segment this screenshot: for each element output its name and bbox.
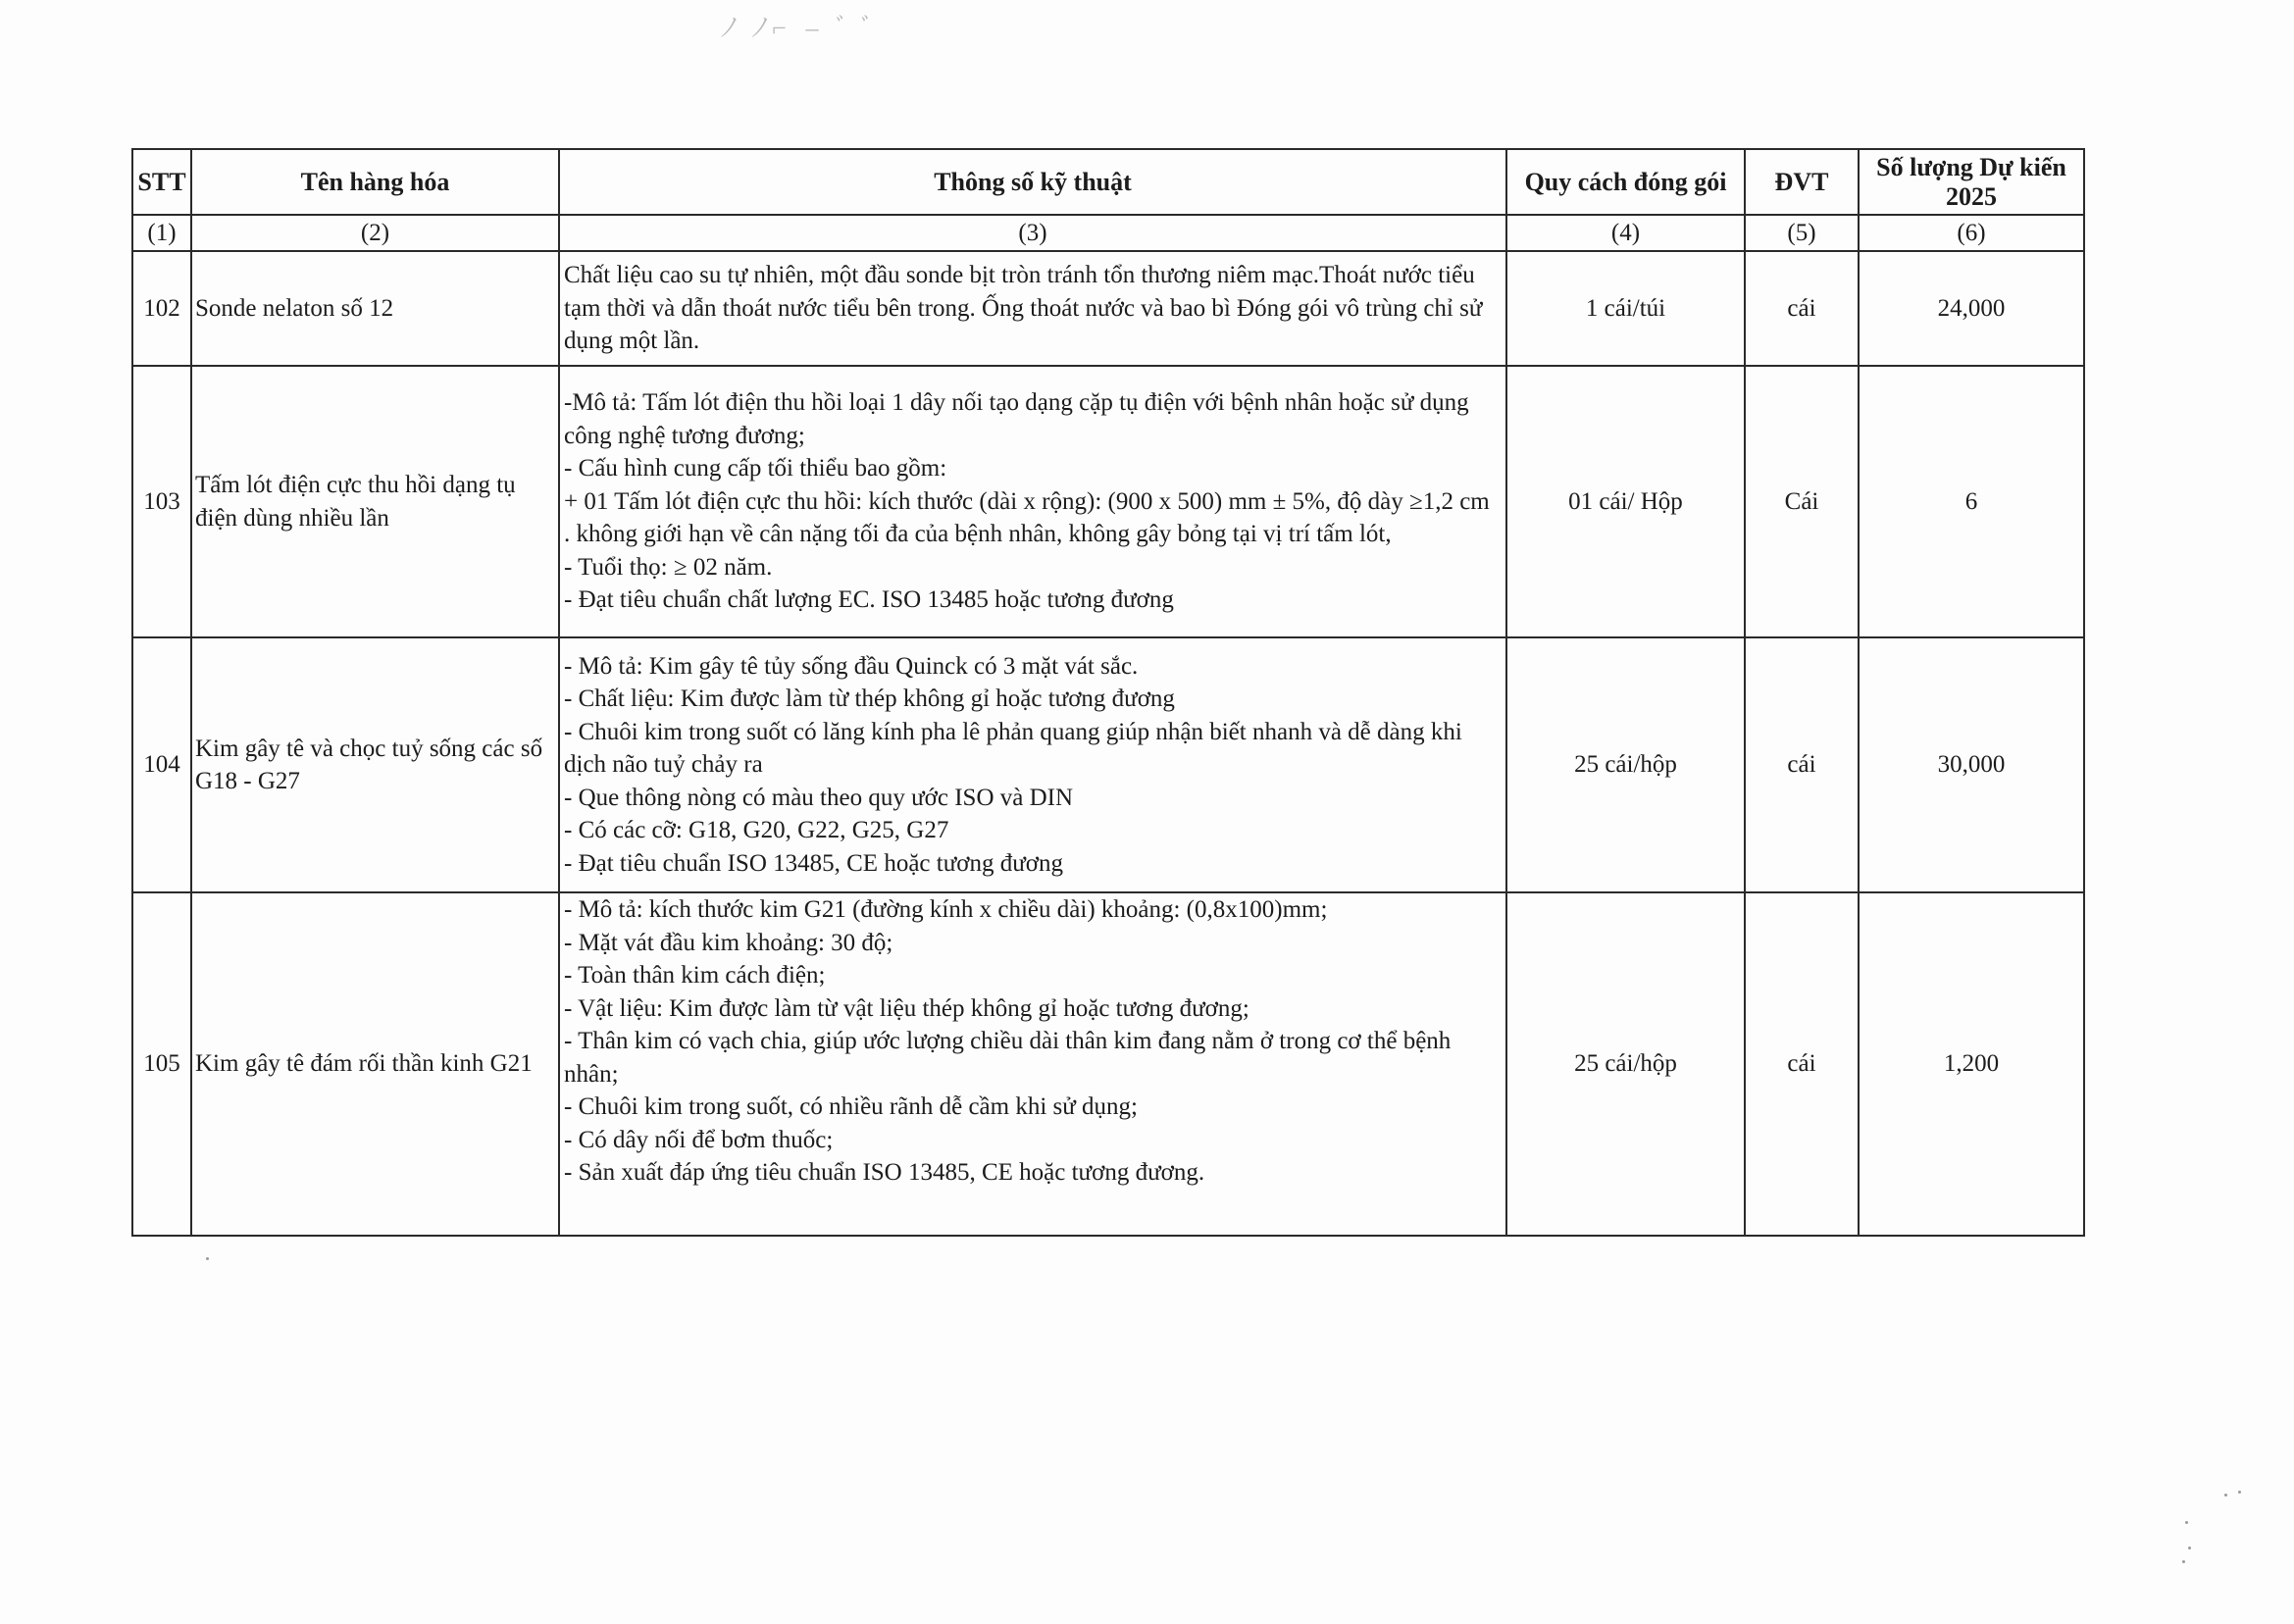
spec-line: - Mô tả: Kim gây tê tủy sống đầu Quinck có 3 mặt vát sắc. [564,652,1139,680]
row-quantity: 6 [1859,366,2084,637]
row-unit: cái [1745,892,1859,1236]
row-stt: 103 [132,366,191,637]
spec-line: - Đạt tiêu chuẩn chất lượng EC. ISO 13485 hoặc tương đương [564,586,1174,614]
row-stt: 104 [132,637,191,892]
column-index: (2) [191,215,559,251]
spec-line: - Vật liệu: Kim được làm từ vật liệu thép không gỉ hoặc tương đương; [564,994,1249,1022]
row-packing: 25 cái/hộp [1506,892,1745,1236]
header-name: Tên hàng hóa [191,149,559,215]
header-stt: STT [132,149,191,215]
row-unit: Cái [1745,366,1859,637]
header-packing: Quy cách đóng gói [1506,149,1745,215]
spec-line: - Tuổi thọ: ≥ 02 năm. [564,553,773,581]
row-spec [559,251,1506,366]
row-packing: 25 cái/hộp [1506,637,1745,892]
scan-speck [2182,1560,2185,1563]
row-name: Kim gây tê đám rối thần kinh G21 [191,892,559,1236]
row-stt: 102 [132,251,191,366]
spec-line: - Mô tả: kích thước kim G21 (đường kính x chiều dài) khoảng: (0,8x100)mm; [564,896,1328,923]
column-index: (1) [132,215,191,251]
table-header-row [132,149,2084,215]
spec-line: - Mặt vát đầu kim khoảng: 30 độ; [564,929,893,956]
header-unit: ĐVT [1745,149,1859,215]
spec-line: -Mô tả: Tấm lót điện thu hồi loại 1 dây nối tạo dạng cặp tụ điện với bệnh nhân hoặc sử dụng công nghệ tương đương; [564,389,1469,449]
spec-line: - Đạt tiêu chuẩn ISO 13485, CE hoặc tương đương [564,849,1064,877]
spec-line: + 01 Tấm lót điện cực thu hồi: kích thước (dài x rộng): (900 x 500) mm ± 5%, độ dày ≥1,2 cm . không giới hạn về cân nặng tối đa của bệnh nhân, không gây bỏng tại vị trí tấm lót, [564,487,1490,548]
spec-line: - Cấu hình cung cấp tối thiểu bao gồm: [564,455,947,482]
spec-line: - Sản xuất đáp ứng tiêu chuẩn ISO 13485, CE hoặc tương đương. [564,1159,1205,1186]
spec-line: - Chuôi kim trong suốt có lăng kính pha lê phản quang giúp nhận biết nhanh và dễ dàng khi dịch não tuỷ chảy ra [564,718,1462,779]
spec-line: Chất liệu cao su tự nhiên, một đầu sonde bịt tròn tránh tổn thương niêm mạc.Thoát nước tiểu tạm thời và dẫn thoát nước tiểu bên trong. Ống thoát nước và bao bì Đóng gói vô trùng chỉ sử dụng một lần. [564,262,1483,355]
row-packing: 1 cái/túi [1506,251,1745,366]
spec-line: - Có các cỡ: G18, G20, G22, G25, G27 [564,817,949,844]
column-index: (4) [1506,215,1745,251]
table-row [132,892,2084,1236]
spec-line: - Chất liệu: Kim được làm từ thép không gỉ hoặc tương đương [564,685,1175,713]
row-packing: 01 cái/ Hộp [1506,366,1745,637]
row-quantity: 30,000 [1859,637,2084,892]
row-spec [559,637,1506,892]
row-name: Sonde nelaton số 12 [191,251,559,366]
row-name: Tấm lót điện cực thu hồi dạng tụ điện dùng nhiều lần [191,366,559,637]
scan-speck [2185,1521,2188,1524]
row-quantity: 1,200 [1859,892,2084,1236]
column-index: (6) [1859,215,2084,251]
scan-speck [2188,1547,2191,1549]
spec-line: - Chuôi kim trong suốt, có nhiều rãnh dễ cầm khi sử dụng; [564,1093,1138,1120]
column-index: (5) [1745,215,1859,251]
scan-artifact: ﾉ ﾉ⌐ ‒ ﾞ ﾞ [721,14,875,42]
row-name: Kim gây tê và chọc tuỷ sống các số G18 - G27 [191,637,559,892]
row-unit: cái [1745,637,1859,892]
header-spec: Thông số kỹ thuật [559,149,1506,215]
column-index: (3) [559,215,1506,251]
header-quantity: Số lượng Dự kiến 2025 [1859,149,2084,215]
row-stt: 105 [132,892,191,1236]
goods-table [131,148,2085,1237]
spec-line: - Có dây nối để bơm thuốc; [564,1126,834,1153]
column-index-row [132,215,2084,251]
scan-speck [2224,1494,2227,1497]
spec-line: - Thân kim có vạch chia, giúp ước lượng chiều dài thân kim đang nằm ở trong cơ thể bệnh nhân; [564,1028,1452,1088]
table-row [132,366,2084,637]
scan-speck [206,1257,209,1260]
row-spec [559,366,1506,637]
row-quantity: 24,000 [1859,251,2084,366]
row-spec [559,892,1506,1236]
spec-line: - Toàn thân kim cách điện; [564,962,826,989]
row-unit: cái [1745,251,1859,366]
scan-speck [2238,1491,2241,1494]
spec-line: - Que thông nòng có màu theo quy ước ISO và DIN [564,784,1074,811]
table-row [132,251,2084,366]
table-row [132,637,2084,892]
